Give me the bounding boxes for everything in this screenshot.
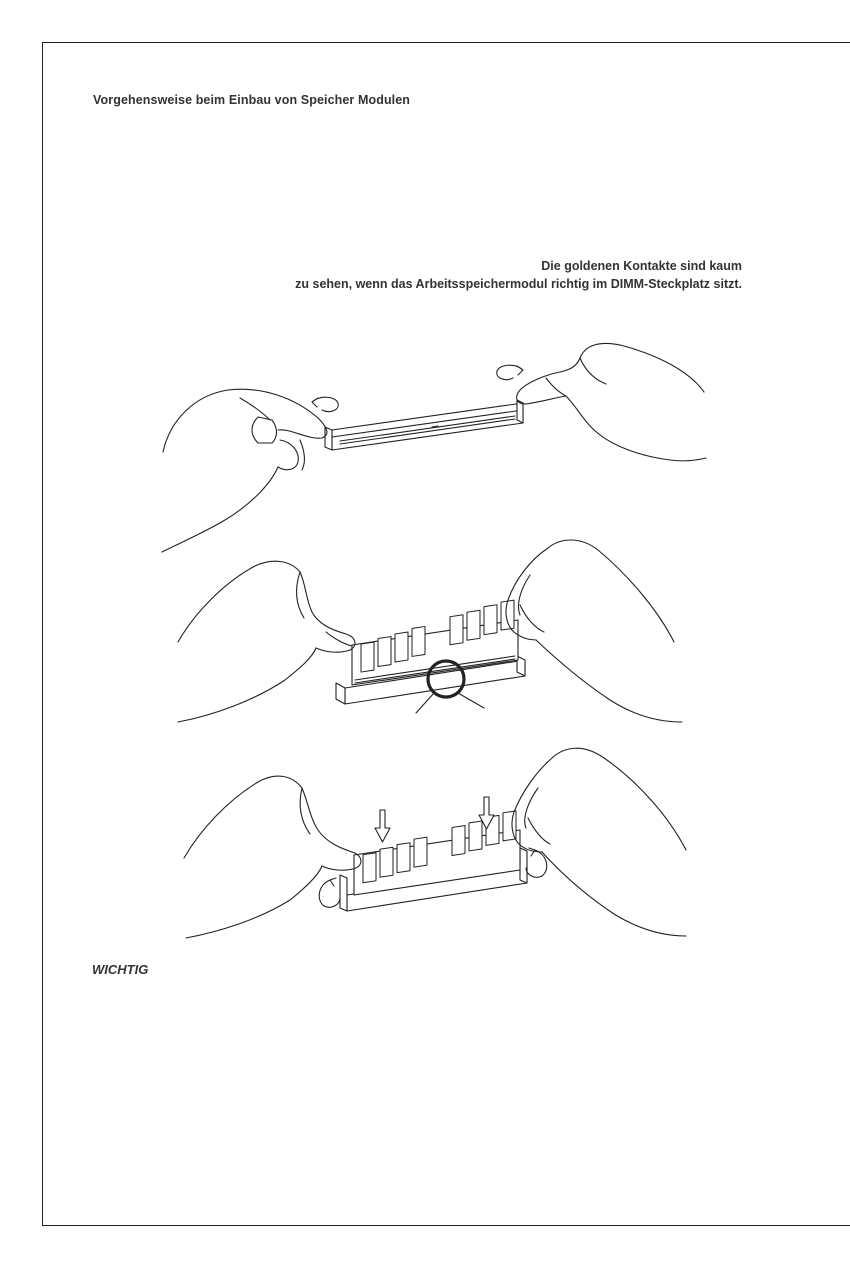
step-insert-module <box>184 748 686 938</box>
down-arrow-icon-left <box>375 810 390 842</box>
right-hand-3 <box>512 748 686 936</box>
unlock-arrow-icon-right <box>497 365 523 379</box>
important-label: WICHTIG <box>92 962 149 977</box>
left-hand-3 <box>184 776 361 938</box>
right-hand-1 <box>517 343 706 460</box>
left-hand-1 <box>162 389 327 552</box>
page-heading: Vorgehensweise beim Einbau von Speicher Modulen <box>93 93 411 107</box>
right-hand-2 <box>506 540 682 722</box>
dimm-slot-empty <box>325 400 523 450</box>
lock-arrow-icon-right <box>526 848 547 877</box>
step-align-module <box>178 540 682 722</box>
unlock-arrow-icon-left <box>312 397 338 411</box>
step-open-latches <box>162 343 706 552</box>
lock-arrow-icon-left <box>319 878 340 907</box>
left-hand-2 <box>178 561 355 722</box>
contacts-note-line-2: zu sehen, wenn das Arbeitsspeichermodul richtig im DIMM-Steckplatz sitzt. <box>295 277 742 291</box>
contacts-note-line-1: Die goldenen Kontakte sind kaum <box>541 259 742 273</box>
